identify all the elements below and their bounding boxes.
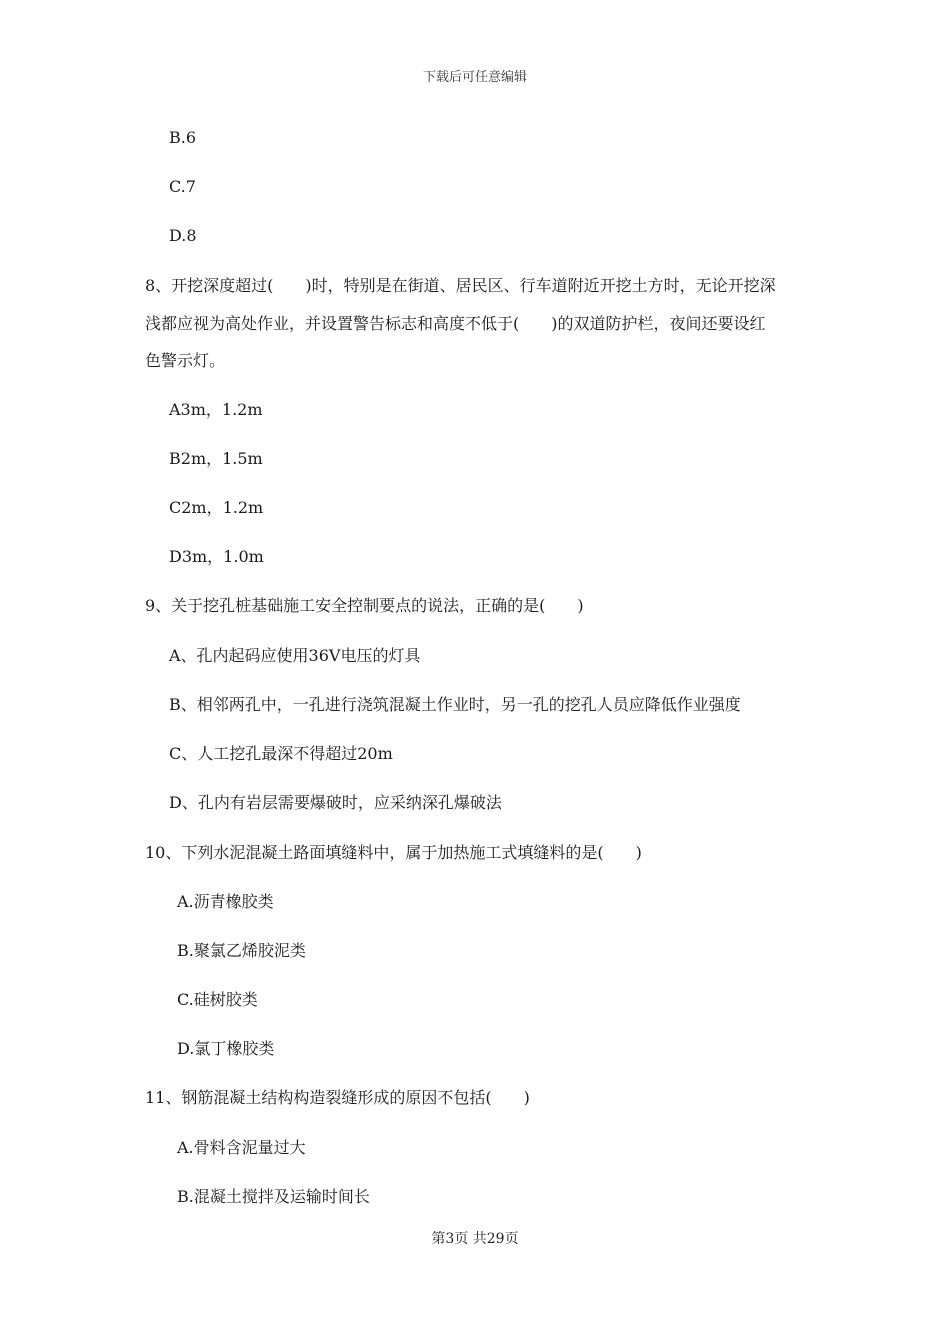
question-9: 9、关于挖孔桩基础施工安全控制要点的说法，正确的是( ) <box>145 596 584 615</box>
q11-option-b: B.混凝土搅拌及运输时间长 <box>177 1187 370 1206</box>
q10-option-b: B.聚氯乙烯胶泥类 <box>177 941 306 960</box>
question-10: 10、下列水泥混凝土路面填缝料中，属于加热施工式填缝料的是( ) <box>145 843 642 862</box>
question-11: 11、钢筋混凝土结构构造裂缝形成的原因不包括( ) <box>145 1088 530 1107</box>
question-8-line-2: 浅都应视为高处作业，并设置警告标志和高度不低于( )的双道防护栏，夜间还要设红 <box>145 314 766 333</box>
q10-option-a: A.沥青橡胶类 <box>177 892 274 911</box>
option-c-7: C.7 <box>169 177 196 196</box>
q8-option-b: B2m，1.5m <box>169 449 263 468</box>
question-8-line-1: 8、开挖深度超过( )时，特别是在街道、居民区、行车道附近开挖土方时，无论开挖深 <box>145 276 776 295</box>
page-header-note: 下载后可任意编辑 <box>422 70 527 85</box>
option-d-8: D.8 <box>169 226 197 245</box>
question-8-line-3: 色警示灯。 <box>145 351 226 370</box>
q8-option-d: D3m，1.0m <box>169 547 264 566</box>
q8-option-a: A3m，1.2m <box>169 400 263 419</box>
q10-option-c: C.硅树胶类 <box>177 990 258 1009</box>
q9-option-b: B、相邻两孔中，一孔进行浇筑混凝土作业时，另一孔的挖孔人员应降低作业强度 <box>169 695 741 714</box>
q9-option-d: D、孔内有岩层需要爆破时，应采纳深孔爆破法 <box>169 793 502 812</box>
q11-option-a: A.骨料含泥量过大 <box>177 1138 306 1157</box>
option-b-6: B.6 <box>169 128 197 147</box>
q9-option-a: A、孔内起码应使用36V电压的灯具 <box>169 646 421 665</box>
q9-option-c: C、人工挖孔最深不得超过20m <box>169 744 393 763</box>
q8-option-c: C2m，1.2m <box>169 498 264 517</box>
page-number-footer: 第3页 共29页 <box>431 1231 519 1247</box>
q10-option-d: D.氯丁橡胶类 <box>177 1039 275 1058</box>
